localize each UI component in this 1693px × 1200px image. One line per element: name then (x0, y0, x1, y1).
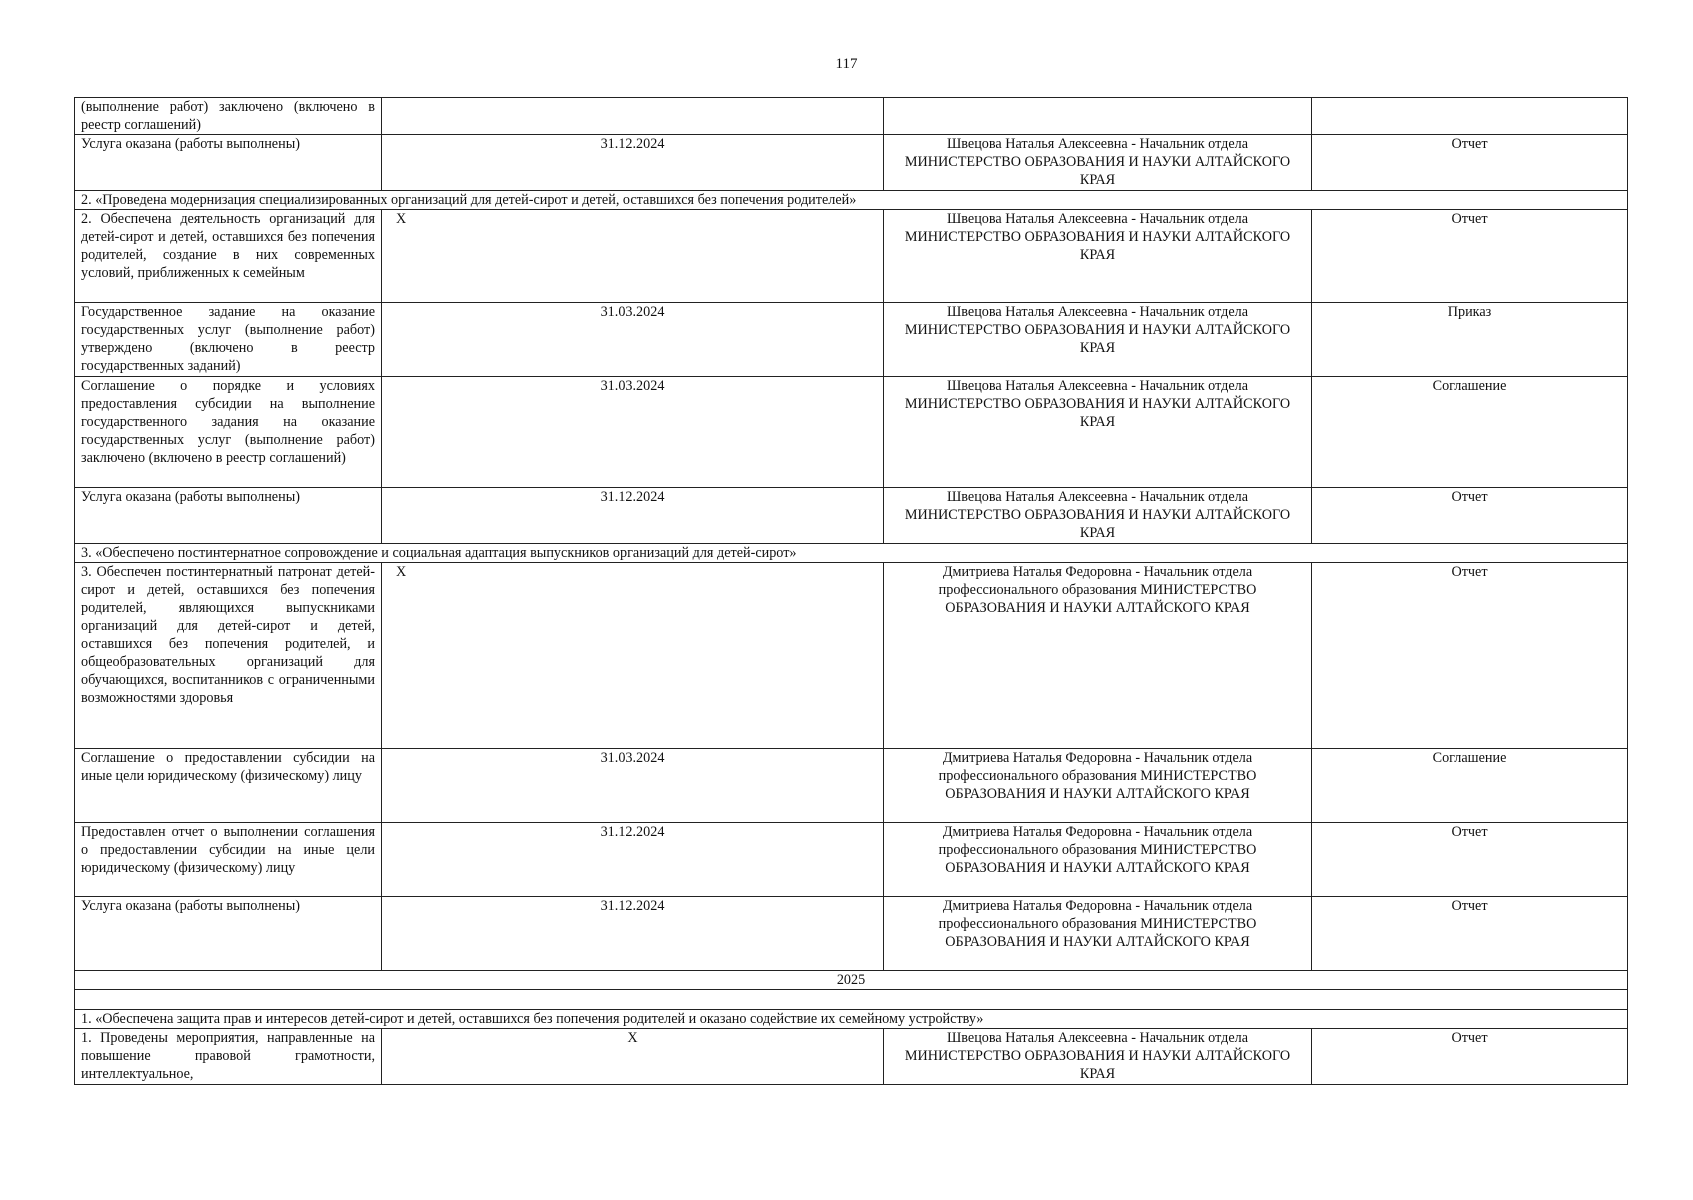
due-date-cell: 31.12.2024 (382, 897, 884, 971)
year-row (75, 971, 1628, 990)
document-type-cell: Отчет (1312, 1029, 1628, 1085)
responsible-cell: Швецова Наталья Алексеевна - Начальник отдела МИНИСТЕРСТВО ОБРАЗОВАНИЯ И НАУКИ АЛТАЙСКОГО КРАЯ (884, 303, 1312, 377)
responsible-cell: Дмитриева Наталья Федоровна - Начальник отдела профессионального образования МИНИСТЕРСТВО ОБРАЗОВАНИЯ И НАУКИ АЛТАЙСКОГО КРАЯ (884, 823, 1312, 897)
task-name-cell: Государственное задание на оказание государственных услуг (выполнение работ) утверждено (включено в реестр государственных заданий) (75, 303, 382, 377)
responsible-cell (884, 98, 1312, 135)
due-date-cell: X (382, 563, 884, 749)
responsible-cell: Дмитриева Наталья Федоровна - Начальник отдела профессионального образования МИНИСТЕРСТВО ОБРАЗОВАНИЯ И НАУКИ АЛТАЙСКОГО КРАЯ (884, 563, 1312, 749)
due-date-cell: X (382, 210, 884, 303)
table-row (75, 135, 1628, 191)
table-row (75, 563, 1628, 749)
table-row (75, 1029, 1628, 1085)
due-date-cell: 31.03.2024 (382, 749, 884, 823)
responsible-cell: Швецова Наталья Алексеевна - Начальник отдела МИНИСТЕРСТВО ОБРАЗОВАНИЯ И НАУКИ АЛТАЙСКОГО КРАЯ (884, 210, 1312, 303)
due-date-cell: 31.12.2024 (382, 823, 884, 897)
task-name-cell: 2. Обеспечена деятельность организаций для детей-сирот и детей, оставшихся без попечения родителей, создание в них современных условий, приближенных к семейным (75, 210, 382, 303)
task-name-cell: Соглашение о порядке и условиях предоставления субсидии на выполнение государственного задания на оказание государственных услуг (выполнение работ) заключено (включено в реестр соглашений) (75, 377, 382, 488)
document-type-cell: Приказ (1312, 303, 1628, 377)
task-name-cell: Предоставлен отчет о выполнении соглашения о предоставлении субсидии на иные цели юридическому (физическому) лицу (75, 823, 382, 897)
section-title: 1. «Обеспечена защита прав и интересов детей-сирот и детей, оставшихся без попечения родителей и оказано содействие их семейному устройству» (75, 1010, 1628, 1029)
responsible-cell: Швецова Наталья Алексеевна - Начальник отдела МИНИСТЕРСТВО ОБРАЗОВАНИЯ И НАУКИ АЛТАЙСКОГО КРАЯ (884, 488, 1312, 544)
task-name-cell: (выполнение работ) заключено (включено в реестр соглашений) (75, 98, 382, 135)
document-type-cell: Соглашение (1312, 377, 1628, 488)
due-date-cell (382, 98, 884, 135)
document-type-cell: Отчет (1312, 210, 1628, 303)
table-row (75, 210, 1628, 303)
document-type-cell: Отчет (1312, 135, 1628, 191)
table-row (75, 377, 1628, 488)
responsible-cell: Швецова Наталья Алексеевна - Начальник отдела МИНИСТЕРСТВО ОБРАЗОВАНИЯ И НАУКИ АЛТАЙСКОГО КРАЯ (884, 377, 1312, 488)
document-type-cell: Отчет (1312, 897, 1628, 971)
empty-row (75, 990, 1628, 1010)
section-row (75, 544, 1628, 563)
due-date-cell: X (382, 1029, 884, 1085)
document-type-cell: Отчет (1312, 823, 1628, 897)
task-name-cell: Услуга оказана (работы выполнены) (75, 135, 382, 191)
due-date-cell: 31.12.2024 (382, 135, 884, 191)
task-name-cell: 3. Обеспечен постинтернатный патронат детей-сирот и детей, оставшихся без попечения родителей, являющихся выпускниками организаций для детей-сирот и детей, оставшихся без попечения родителей, и общеобразовательных организаций для обучающихся, воспитанников с ограниченными возможностями здоровья (75, 563, 382, 749)
table-row (75, 488, 1628, 544)
responsible-cell: Дмитриева Наталья Федоровна - Начальник отдела профессионального образования МИНИСТЕРСТВО ОБРАЗОВАНИЯ И НАУКИ АЛТАЙСКОГО КРАЯ (884, 749, 1312, 823)
section-title: 2. «Проведена модернизация специализированных организаций для детей-сирот и детей, оставшихся без попечения родителей» (75, 191, 1628, 210)
section-title: 3. «Обеспечено постинтернатное сопровождение и социальная адаптация выпускников организаций для детей-сирот» (75, 544, 1628, 563)
table-row (75, 897, 1628, 971)
task-name-cell: Услуга оказана (работы выполнены) (75, 897, 382, 971)
table-row (75, 823, 1628, 897)
due-date-cell: 31.03.2024 (382, 377, 884, 488)
document-type-cell: Отчет (1312, 563, 1628, 749)
section-row (75, 1010, 1628, 1029)
year-label: 2025 (75, 971, 1628, 990)
section-row (75, 191, 1628, 210)
table-row (75, 749, 1628, 823)
task-name-cell: Услуга оказана (работы выполнены) (75, 488, 382, 544)
task-name-cell: 1. Проведены мероприятия, направленные на повышение правовой грамотности, интеллектуальное, (75, 1029, 382, 1085)
due-date-cell: 31.03.2024 (382, 303, 884, 377)
responsible-cell: Швецова Наталья Алексеевна - Начальник отдела МИНИСТЕРСТВО ОБРАЗОВАНИЯ И НАУКИ АЛТАЙСКОГО КРАЯ (884, 135, 1312, 191)
plan-table-body (75, 98, 1628, 1085)
table-row (75, 98, 1628, 135)
document-type-cell: Соглашение (1312, 749, 1628, 823)
page-number: 117 (835, 56, 858, 72)
table-row (75, 303, 1628, 377)
task-name-cell: Соглашение о предоставлении субсидии на иные цели юридическому (физическому) лицу (75, 749, 382, 823)
due-date-cell: 31.12.2024 (382, 488, 884, 544)
document-type-cell: Отчет (1312, 488, 1628, 544)
responsible-cell: Дмитриева Наталья Федоровна - Начальник отдела профессионального образования МИНИСТЕРСТВО ОБРАЗОВАНИЯ И НАУКИ АЛТАЙСКОГО КРАЯ (884, 897, 1312, 971)
responsible-cell: Швецова Наталья Алексеевна - Начальник отдела МИНИСТЕРСТВО ОБРАЗОВАНИЯ И НАУКИ АЛТАЙСКОГО КРАЯ (884, 1029, 1312, 1085)
document-type-cell (1312, 98, 1628, 135)
plan-table (74, 97, 1628, 1085)
empty-cell (75, 990, 1628, 1010)
